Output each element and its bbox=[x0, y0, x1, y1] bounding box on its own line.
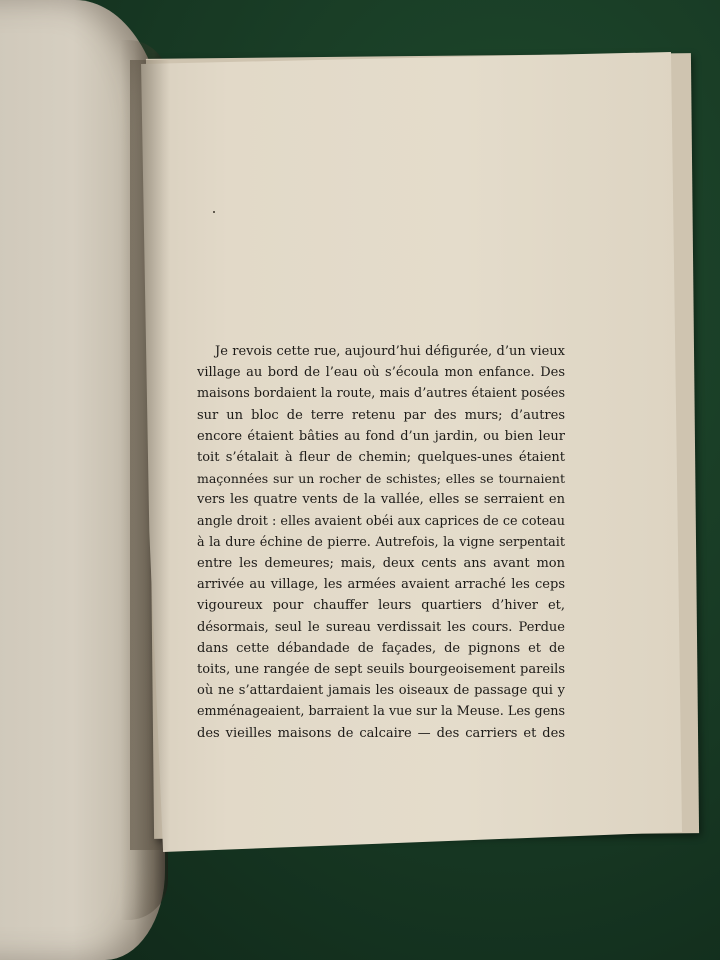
text-line: toits, une rangée de sept seuils bourgeoisement pareils bbox=[197, 662, 565, 678]
gutter-shadow bbox=[130, 60, 170, 850]
text-line: maçonnées sur un rocher de schistes; elles se tournaient bbox=[197, 471, 565, 487]
paragraph bbox=[197, 341, 565, 744]
text-line: des vieilles maisons de calcaire — des carriers et des bbox=[197, 725, 565, 741]
text-line: emménageaient, barraient la vue sur la Meuse. Les gens bbox=[197, 704, 565, 720]
text-line: vigoureux pour chauffer leurs quartiers d’hiver et, bbox=[197, 598, 565, 614]
text-line: à la dure échine de pierre. Autrefois, la vigne serpentait bbox=[197, 534, 565, 550]
text-line: arrivée au village, les armées avaient arraché les ceps bbox=[197, 577, 565, 593]
text-line: où ne s’attardaient jamais les oiseaux de passage qui y bbox=[197, 683, 565, 699]
text-line: angle droit : elles avaient obéi aux caprices de ce coteau bbox=[197, 513, 565, 529]
text-line: encore étaient bâties au fond d’un jardin, ou bien leur bbox=[197, 428, 565, 444]
text-line: maisons bordaient la route, mais d’autres étaient posées bbox=[197, 386, 565, 402]
text-line: entre les demeures; mais, deux cents ans avant mon bbox=[197, 556, 565, 572]
text-line: désormais, seul le sureau verdissait les cours. Perdue bbox=[197, 619, 565, 635]
text-line: sur un bloc de terre retenu par des murs; d’autres bbox=[197, 407, 565, 423]
text-line: vers les quatre vents de la vallée, elles se serraient en bbox=[197, 492, 565, 508]
ink-speck bbox=[213, 211, 215, 213]
text-line: toit s’étalait à fleur de chemin; quelques-unes étaient bbox=[197, 450, 565, 466]
text-line: dans cette débandade de façades, de pignons et de bbox=[197, 640, 565, 656]
text-line: Je revois cette rue, aujourd’hui défigurée, d’un vieux bbox=[215, 344, 565, 359]
text-line: village au bord de l’eau où s’écoula mon enfance. Des bbox=[197, 365, 565, 381]
